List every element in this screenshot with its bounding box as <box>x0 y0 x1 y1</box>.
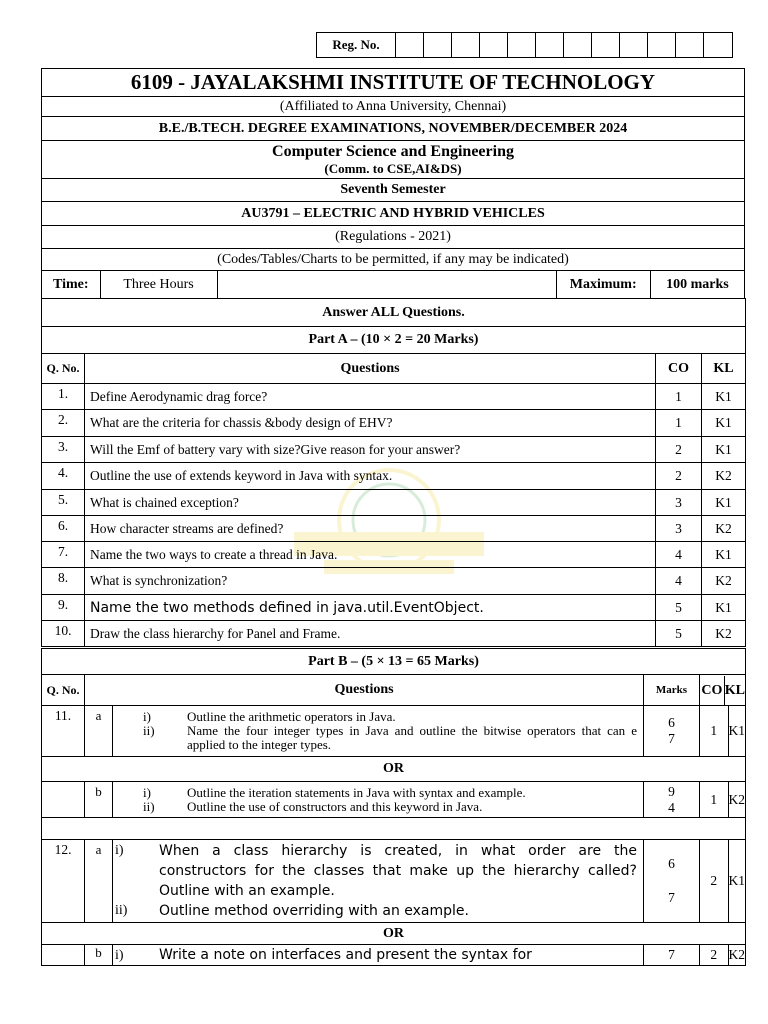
max-value: 100 marks <box>666 276 729 292</box>
institute-name: 6109 - JAYALAKSHMI INSTITUTE OF TECHNOLOGY <box>41 68 745 96</box>
co-value: 3 <box>656 490 702 516</box>
table-row <box>42 490 746 516</box>
table-row <box>42 516 746 542</box>
kl-value: K1 <box>702 410 746 437</box>
kl-value: K1 <box>702 490 746 516</box>
question-number: 5. <box>42 490 85 516</box>
part-a-table <box>41 298 746 647</box>
col-qno-header: Q. No. <box>42 675 85 706</box>
marks-value: 7 <box>668 731 675 746</box>
kl-value: K2 <box>702 516 746 542</box>
question-number: 6. <box>42 516 85 542</box>
common-to: (Comm. to CSE,AI&DS) <box>324 161 462 176</box>
kl-value: K1 <box>702 542 746 568</box>
kl-value: K2 <box>728 791 746 807</box>
sub-number: ii) <box>143 723 155 738</box>
marks-value: 6 <box>668 856 675 871</box>
question-number: 4. <box>42 463 85 490</box>
sub-number: ii) <box>143 798 155 814</box>
table-row <box>42 840 746 923</box>
question-letter: b <box>85 782 113 818</box>
kl-value: K2 <box>702 621 746 647</box>
question-text: Outline the arithmetic operators in Java. <box>187 709 396 724</box>
kl-value: K1 <box>702 437 746 463</box>
reg-no-cell[interactable] <box>704 33 732 57</box>
question-text: Outline method overriding with an example. <box>159 903 469 919</box>
question-letter: a <box>85 706 113 757</box>
sub-number: i) <box>143 784 151 800</box>
question-number-blank <box>42 945 85 966</box>
affiliation: (Affiliated to Anna University, Chennai) <box>41 96 745 116</box>
co-value: 1 <box>656 410 702 437</box>
reg-no-cell[interactable] <box>592 33 620 57</box>
reg-no-cell[interactable] <box>620 33 648 57</box>
table-row <box>42 542 746 568</box>
co-value: 3 <box>656 516 702 542</box>
table-row <box>42 945 746 966</box>
instruction: Answer ALL Questions. <box>42 299 746 327</box>
blank-separator <box>42 818 746 840</box>
or-separator: OR <box>42 923 746 945</box>
permission-note: (Codes/Tables/Charts to be permitted, if any may be indicated) <box>41 248 745 270</box>
question-letter: b <box>85 945 113 966</box>
table-row <box>42 621 746 647</box>
question-text: What is synchronization? <box>85 568 656 595</box>
co-kl-header <box>700 675 746 706</box>
co-value: 2 <box>700 945 729 965</box>
question-text: Outline the iteration statements in Java with syntax and example. <box>187 784 526 800</box>
regulations: (Regulations - 2021) <box>41 225 745 248</box>
co-value: 5 <box>656 595 702 621</box>
marks-value: 9 <box>668 783 675 799</box>
exam-title: B.E./B.TECH. DEGREE EXAMINATIONS, NOVEMBER/DECEMBER 2024 <box>41 116 745 140</box>
col-questions-header: Questions <box>85 354 656 384</box>
question-number: 11. <box>42 706 85 757</box>
reg-no-box <box>316 32 733 58</box>
table-row <box>42 384 746 410</box>
question-number: 9. <box>42 595 85 621</box>
question-text: Will the Emf of battery vary with size?Give reason for your answer? <box>85 437 656 463</box>
question-text: Name the four integer types in Java and outline the bitwise operators that can e applied to the integer types. <box>187 723 637 752</box>
course-title: AU3791 – ELECTRIC AND HYBRID VEHICLES <box>41 201 745 225</box>
or-separator: OR <box>42 757 746 782</box>
time-marks-row <box>41 270 745 298</box>
co-value: 2 <box>656 437 702 463</box>
kl-value: K1 <box>728 873 746 888</box>
reg-no-cell[interactable] <box>564 33 592 57</box>
reg-no-cell[interactable] <box>508 33 536 57</box>
question-number: 10. <box>42 621 85 647</box>
reg-no-label: Reg. No. <box>317 33 396 57</box>
question-text: Outline the use of extends keyword in Java with syntax. <box>85 463 656 490</box>
table-row <box>42 782 746 818</box>
co-value: 5 <box>656 621 702 647</box>
max-label: Maximum: <box>557 271 651 298</box>
marks-value: 4 <box>668 799 675 815</box>
time-value: Three Hours <box>101 271 218 298</box>
col-co-header: CO <box>700 676 725 705</box>
blank-cell <box>218 271 557 298</box>
kl-value: K2 <box>702 463 746 490</box>
kl-value: K1 <box>702 384 746 410</box>
kl-value: K1 <box>702 595 746 621</box>
part-a-title: Part A – (10 × 2 = 20 Marks) <box>42 327 746 354</box>
department-block <box>41 140 745 178</box>
marks-value: 7 <box>668 890 675 905</box>
question-text: Draw the class hierarchy for Panel and Frame. <box>85 621 656 647</box>
question-text: When a class hierarchy is created, in what order are the constructors for the classes that make up the hierarchy called? Outline with an example. <box>159 843 637 899</box>
co-value: 1 <box>700 782 729 817</box>
reg-no-cell[interactable] <box>648 33 676 57</box>
department-name: Computer Science and Engineering <box>272 143 514 160</box>
question-text: Write a note on interfaces and present the syntax for <box>159 946 532 963</box>
semester: Seventh Semester <box>41 178 745 201</box>
reg-no-cell[interactable] <box>536 33 564 57</box>
col-kl-header: KL <box>724 682 746 698</box>
question-text: What are the criteria for chassis &body design of EHV? <box>85 410 656 437</box>
question-text: How character streams are defined? <box>85 516 656 542</box>
question-text: What is chained exception? <box>85 490 656 516</box>
table-row <box>42 706 746 757</box>
table-row <box>42 463 746 490</box>
question-letter: a <box>85 840 113 923</box>
question-text: Name the two methods defined in java.util.EventObject. <box>85 595 656 621</box>
question-number: 12. <box>42 840 85 923</box>
question-text: Outline the use of constructors and this keyword in Java. <box>187 798 483 814</box>
kl-value: K1 <box>728 723 746 738</box>
question-text: Name the two ways to create a thread in Java. <box>85 542 656 568</box>
reg-no-cell[interactable] <box>396 33 424 57</box>
table-row <box>42 410 746 437</box>
kl-value: K2 <box>728 947 746 962</box>
reg-no-cell[interactable] <box>452 33 480 57</box>
question-number: 8. <box>42 568 85 595</box>
question-number: 3. <box>42 437 85 463</box>
part-b-title: Part B – (5 × 13 = 65 Marks) <box>42 649 746 675</box>
co-value: 2 <box>656 463 702 490</box>
sub-number: ii) <box>115 903 128 918</box>
question-number: 1. <box>42 384 85 410</box>
part-b-table <box>41 648 746 966</box>
question-number: 2. <box>42 410 85 437</box>
question-text: Define Aerodynamic drag force? <box>85 384 656 410</box>
table-row <box>42 595 746 621</box>
sub-number: i) <box>115 843 124 858</box>
kl-value: K2 <box>702 568 746 595</box>
table-row <box>42 437 746 463</box>
sub-number: i) <box>115 947 124 963</box>
col-co-header: CO <box>656 354 702 384</box>
question-number-blank <box>42 782 85 818</box>
reg-no-cell[interactable] <box>480 33 508 57</box>
col-kl-header: KL <box>702 354 746 384</box>
sub-number: i) <box>143 709 151 724</box>
marks-value: 7 <box>644 945 700 966</box>
reg-no-cell[interactable] <box>424 33 452 57</box>
table-row <box>42 568 746 595</box>
co-value: 1 <box>656 384 702 410</box>
co-value: 4 <box>656 542 702 568</box>
col-qno-header: Q. No. <box>42 354 85 384</box>
co-value: 1 <box>700 706 729 756</box>
marks-value: 6 <box>668 715 675 730</box>
col-questions-header: Questions <box>85 675 644 706</box>
time-label: Time: <box>42 271 101 298</box>
question-number: 7. <box>42 542 85 568</box>
co-value: 4 <box>656 568 702 595</box>
reg-no-cell[interactable] <box>676 33 704 57</box>
col-marks-header: Marks <box>644 675 700 706</box>
co-value: 2 <box>700 840 729 922</box>
